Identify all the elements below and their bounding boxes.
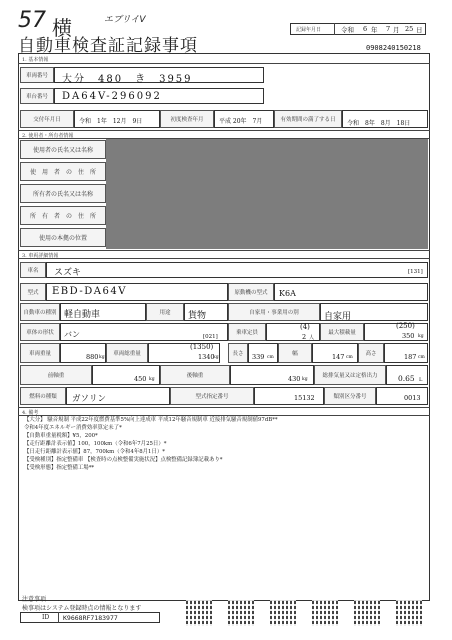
- use-label: 用途: [146, 303, 184, 321]
- max-load-paren: (250): [396, 322, 415, 330]
- remarks-line: 【大分】 騒音規制 平成22年度燃費基準5%向上達成車 平成12年騒音規制車 近接排気騒音規制値97dB**: [24, 417, 278, 423]
- doc-number: 0908240150218: [366, 44, 421, 52]
- chassis-label: 車台番号: [20, 88, 54, 104]
- record-date-day: 25: [405, 25, 414, 33]
- width-label: 幅: [278, 343, 312, 363]
- weight-unit: kg: [99, 355, 105, 360]
- id-label: ID: [42, 614, 50, 621]
- capacity-value: 2: [302, 333, 307, 341]
- first-reg-label: 初度検査年月: [160, 110, 214, 128]
- model-label: 型式: [20, 283, 46, 301]
- height-unit: cm: [418, 355, 425, 360]
- note-heading: 注意事項: [22, 596, 47, 603]
- owner-name-label: 所有者の氏名又は名称: [20, 184, 106, 203]
- length-value: 339: [252, 353, 265, 361]
- body-label: 車体の形状: [20, 323, 60, 341]
- handwritten-kanji: 横: [52, 16, 72, 40]
- remarks-line: 【走行距離計表示値】100，100km（令和6年7月25日）*: [24, 441, 167, 447]
- engine-label: 原動機の型式: [228, 283, 274, 301]
- height-value: 187: [404, 353, 417, 361]
- qr-code: [354, 600, 380, 626]
- page-title: 自動車検査証記録事項: [18, 36, 198, 56]
- record-date-month-unit: 月: [393, 26, 400, 34]
- max-load-label: 最大積載量: [320, 323, 364, 341]
- record-date-era: 令和: [341, 26, 354, 34]
- base-location-label: 使用の本拠の位置: [20, 228, 106, 247]
- remarks-line: 【日走行距離計表示値】87，700km（令和4年8月1日）*: [24, 449, 165, 455]
- qr-code: [396, 600, 422, 626]
- designation-value: 15132: [294, 394, 315, 402]
- weight-label: 車両重量: [20, 343, 60, 363]
- category-label: 類別区分番号: [324, 387, 376, 405]
- note-text: 検事項はシステム登録時点の情報となります: [22, 605, 142, 612]
- fuel-value: ガソリン: [72, 394, 107, 404]
- front-axle-unit: kg: [149, 377, 155, 382]
- gross-value: 1340: [198, 353, 215, 361]
- length-label: 長さ: [228, 343, 248, 363]
- gross-label: 車両総重量: [106, 343, 148, 363]
- max-load-unit: kg: [418, 334, 424, 339]
- model-value: EBD-DA64V: [52, 286, 127, 297]
- reg-no-value: 大分 480 き 3959: [62, 74, 193, 85]
- handwritten-note: エブリイV: [104, 15, 146, 25]
- width-unit: cm: [346, 355, 353, 360]
- reg-no-label: 車両番号: [20, 67, 54, 83]
- length-unit: cm: [267, 355, 274, 360]
- remarks-line: 【受検種別】指定整備車 【検査時の点検整備実施状況】点検整備記録簿記載あり*: [24, 457, 223, 463]
- rear-axle-value: 430: [288, 375, 301, 383]
- width-value: 147: [332, 353, 345, 361]
- capacity-paren: (4): [300, 323, 310, 331]
- engine-value: K6A: [279, 289, 296, 298]
- record-date-day-unit: 日: [416, 26, 423, 34]
- expiry-label: 有効期間の満了する日: [274, 110, 342, 128]
- first-reg-value: 平成 20年 7月: [219, 118, 263, 125]
- rear-axle-unit: kg: [302, 377, 308, 382]
- record-date-month: 7: [386, 25, 391, 33]
- owner-address-label: 所 有 者 の 住 所: [20, 206, 106, 225]
- user-name-label: 使用者の氏名又は名称: [20, 140, 106, 159]
- category-value: 0013: [404, 394, 421, 402]
- body-code: [021]: [203, 334, 218, 340]
- qr-code: [228, 600, 254, 626]
- chassis-value: DA64V-296092: [62, 91, 162, 102]
- expiry-value: 令和 8年 8月 18日: [347, 120, 411, 127]
- type-label: 自動車の種別: [20, 303, 60, 321]
- displacement-unit: L: [419, 377, 423, 383]
- user-address-label: 使 用 者 の 住 所: [20, 162, 106, 181]
- record-date-year-unit: 年: [371, 26, 378, 34]
- designation-label: 型式指定番号: [170, 387, 254, 405]
- rear-axle-label: 後軸重: [160, 365, 230, 385]
- type-value: 軽自動車: [64, 310, 101, 320]
- height-label: 高さ: [358, 343, 384, 363]
- section2-heading: 2. 使用者・所有者情報: [22, 133, 74, 139]
- remarks-line: 【受検形態】指定整備工場**: [24, 465, 95, 471]
- record-date-label: 記録年月日: [296, 27, 322, 33]
- use-value: 貨物: [188, 311, 207, 321]
- issue-date-label: 交付年月日: [20, 110, 74, 128]
- handwritten-number: 57: [18, 8, 46, 33]
- maker-label: 車名: [20, 262, 46, 278]
- max-load-value: 350: [402, 332, 415, 340]
- body-value: バン: [64, 330, 80, 339]
- purpose-label: 自家用・事業用の別: [228, 303, 320, 321]
- remarks-line: 【自動車重量税額】¥5，200*: [24, 433, 98, 439]
- purpose-value: 自家用: [324, 312, 352, 322]
- capacity-label: 乗車定員: [228, 323, 266, 341]
- issue-date-value: 令和 1年 12月 9日: [79, 118, 143, 125]
- gross-unit: kg: [213, 355, 219, 360]
- capacity-unit: 人: [309, 335, 315, 341]
- maker-code: [131]: [408, 269, 423, 275]
- section3-heading: 3. 車両詳細情報: [22, 253, 59, 259]
- section1-heading: 1. 基本情報: [22, 57, 49, 63]
- qr-code: [312, 600, 338, 626]
- record-date-year: 6: [363, 25, 368, 33]
- id-value: K9668RF7183977: [63, 614, 118, 622]
- displacement-value: 0.65: [398, 374, 415, 383]
- front-axle-value: 450: [134, 375, 147, 383]
- front-axle-label: 前軸重: [20, 365, 92, 385]
- qr-code: [270, 600, 296, 626]
- displacement-label: 総排気量又は定格出力: [314, 365, 386, 385]
- weight-value: 880: [86, 353, 99, 361]
- section4-heading: 4. 備考: [22, 410, 39, 416]
- remarks-line: 令和4年度エネルギー消費効率算定未了*: [24, 425, 122, 431]
- gross-paren: (1350): [190, 343, 214, 351]
- maker-value: スズキ: [54, 268, 82, 278]
- qr-code: [186, 600, 212, 626]
- redaction-block: [106, 139, 428, 249]
- fuel-label: 燃料の種類: [20, 387, 66, 405]
